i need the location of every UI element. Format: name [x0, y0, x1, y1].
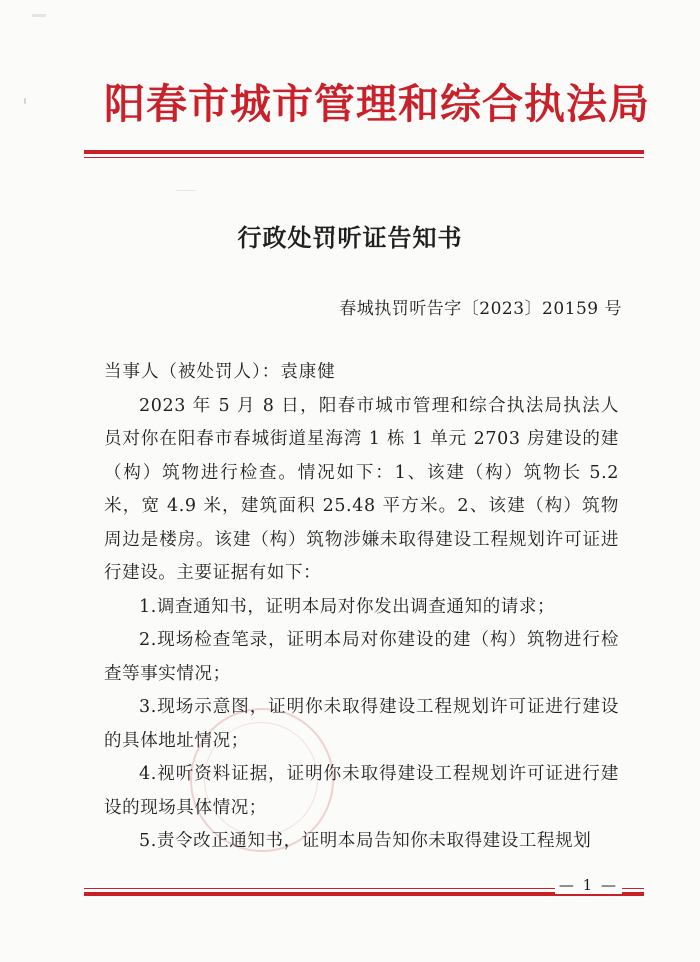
scan-mark: [24, 98, 26, 104]
page-number: — 1 —: [555, 876, 622, 894]
document-number: 春城执罚听告字〔2023〕20159 号: [339, 299, 622, 319]
evidence-item: 5.责令改正通知书，证明本局告知你未取得建设工程规划: [139, 831, 592, 851]
evidence-item: 3.现场示意图，证明你未取得建设工程规划许可证进行建设的具体地址情况；: [104, 697, 619, 751]
party-line: [104, 356, 619, 390]
scan-mark: [32, 14, 46, 17]
evidence-item: 2.现场检查笔录，证明本局对你建设的建（构）筑物进行检查等事实情况；: [104, 630, 619, 684]
evidence-item: 1.调查通知书，证明本局对你发出调查通知的请求；: [139, 596, 556, 617]
agency-name: 阳春市城市管理和综合执法局: [104, 80, 650, 128]
case-description: 2023 年 5 月 8 日，阳春市城市管理和综合执法局执法人员对你在阳春市春城街道星海湾 1 栋 1 单元 2703 房建设的建（构）筑物进行检查。情况如下：1、该建（构）筑物长 5.2 米，宽 4.9 米，建筑面积 25.48 平方米。2、该建（构）筑物周边是楼房。该建（构）筑物涉嫌未取得建设工程规划许可证进行建设。主要证据有如下：: [104, 395, 619, 583]
document-title: 行政处罚听证告知书: [237, 223, 463, 252]
document-body: [104, 356, 619, 859]
header-divider-thick: [84, 150, 644, 154]
party-label: 当事人（被处罚人）：: [104, 362, 281, 382]
scan-mark: [176, 190, 196, 191]
evidence-item: 4.视听资料证据，证明你未取得建设工程规划许可证进行建设的现场具体情况；: [104, 764, 619, 818]
party-name: 袁康健: [280, 362, 336, 382]
header-divider-thin: [84, 157, 644, 158]
